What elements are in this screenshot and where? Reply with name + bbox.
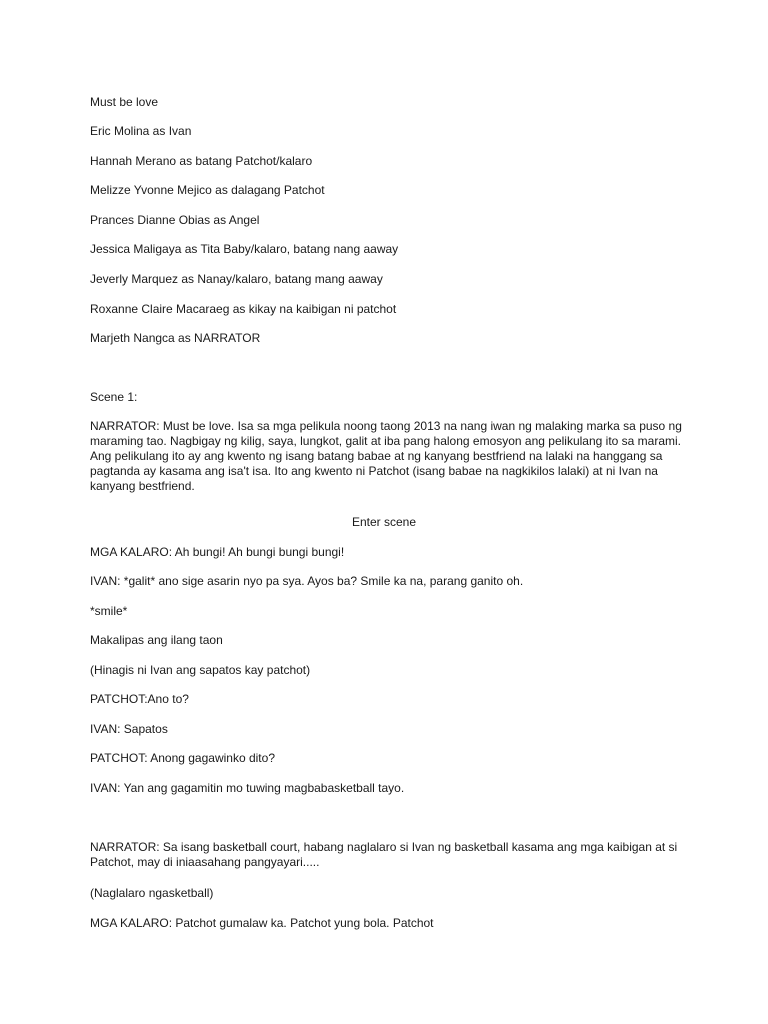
cast-line: Melizze Yvonne Mejico as dalagang Patchot (90, 183, 325, 197)
paragraph-line: Ang pelikulang ito ay ang kwento ng isang batang babae at ng kanyang bestfriend na lalaki na hanggang sa (90, 449, 663, 463)
cast-line: Jessica Maligaya as Tita Baby/kalaro, batang nang aaway (90, 242, 399, 256)
cast-line: Prances Dianne Obias as Angel (90, 213, 260, 227)
dialogue-line: IVAN: Yan ang gagamitin mo tuwing magbabasketball tayo. (90, 781, 405, 795)
paragraph-line: NARRATOR: Must be love. Isa sa mga pelikula noong taong 2013 na nang iwan ng malaking marka sa puso ng (90, 419, 682, 433)
dialogue-line: MGA KALARO: Patchot gumalaw ka. Patchot yung bola. Patchot (90, 916, 434, 930)
dialogue-line: PATCHOT: Anong gagawinko dito? (90, 751, 275, 765)
paragraph-line: pagtanda ay kasama ang isa't isa. Ito ang kwento ni Patchot (isang babae na nagkikilos lalaki) at ni Ivan na (90, 464, 658, 478)
paragraph-line: NARRATOR: Sa isang basketball court, habang naglalaro si Ivan ng basketball kasama ang mga kaibigan at si (90, 840, 678, 854)
dialogue-line: IVAN: Sapatos (90, 722, 168, 736)
cast-line: Jeverly Marquez as Nanay/kalaro, batang mang aaway (90, 272, 383, 286)
scene-heading: Scene 1: (90, 390, 138, 404)
paragraph-line: maraming tao. Nagbigay ng kilig, saya, lungkot, galit at iba pang halong emosyon ang pelikulang ito sa marami. (90, 434, 682, 448)
dialogue-line: PATCHOT:Ano to? (90, 692, 189, 706)
play-title: Must be love (90, 95, 159, 109)
paragraph-line: kanyang bestfriend. (90, 479, 195, 493)
dialogue-line: MGA KALARO: Ah bungi! Ah bungi bungi bungi! (90, 545, 345, 559)
dialogue-line: (Naglalaro ngasketball) (90, 886, 214, 900)
enter-scene-direction: Enter scene (351, 515, 417, 529)
dialogue-line: *smile* (90, 604, 128, 618)
cast-line: Eric Molina as Ivan (90, 124, 192, 138)
dialogue-line: IVAN: *galit* ano sige asarin nyo pa sya. Ayos ba? Smile ka na, parang ganito oh. (90, 574, 524, 588)
dialogue-line: Makalipas ang ilang taon (90, 633, 223, 647)
narrator-intro-paragraph (90, 419, 680, 494)
narrator-court-paragraph (90, 840, 680, 870)
cast-line: Roxanne Claire Macaraeg as kikay na kaibigan ni patchot (90, 302, 397, 316)
cast-line: Marjeth Nangca as NARRATOR (90, 331, 261, 345)
cast-line: Hannah Merano as batang Patchot/kalaro (90, 154, 313, 168)
dialogue-line: (Hinagis ni Ivan ang sapatos kay patchot) (90, 663, 311, 677)
paragraph-line: Patchot, may di iniaasahang pangyayari..... (90, 855, 320, 869)
